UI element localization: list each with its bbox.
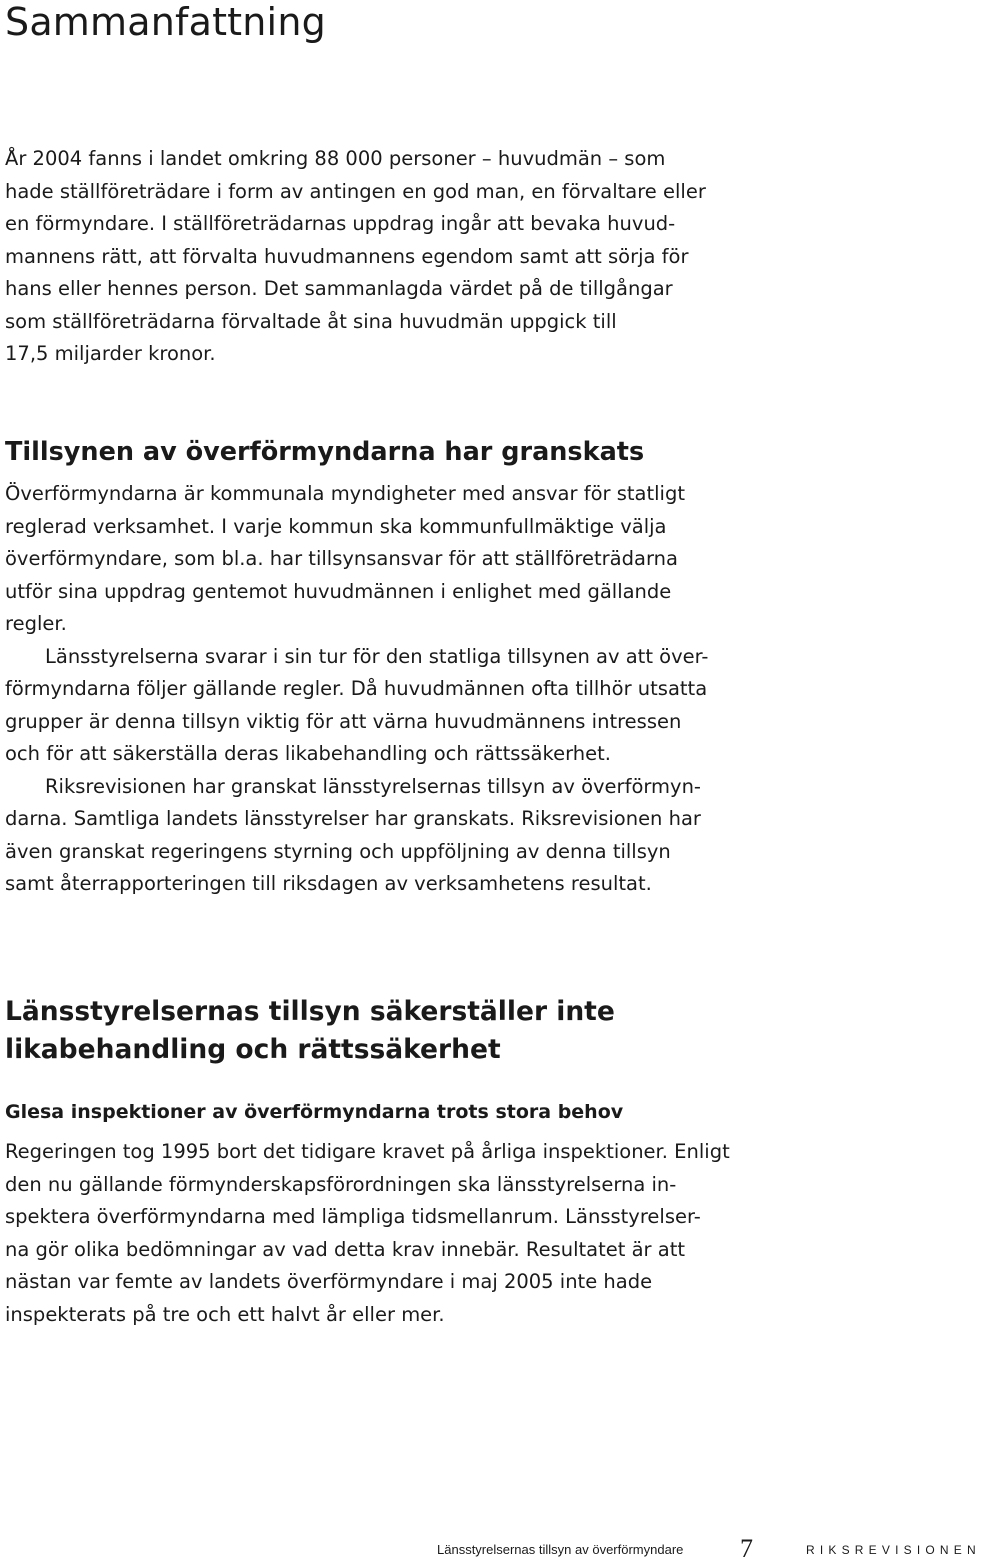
text-line: som ställföreträdarna förvaltade åt sina huvudmän uppgick till xyxy=(5,309,617,333)
text-line: grupper är denna tillsyn viktig för att värna huvudmännens intressen xyxy=(5,709,682,733)
text-line: överförmyndare, som bl.a. har tillsynsansvar för att ställföreträdarna xyxy=(5,547,678,570)
text-line: en förmyndare. I ställföreträdarnas uppdrag ingår att bevaka huvud- xyxy=(5,212,676,235)
text-line: År 2004 fanns i landet omkring 88 000 personer – huvudmän – som xyxy=(5,147,666,170)
text-line: Riksrevisionen har granskat länsstyrelsernas tillsyn av överförmyn- xyxy=(45,774,701,798)
text-line: hade ställföreträdare i form av antingen en god man, en förvaltare eller xyxy=(5,179,706,203)
intro-section xyxy=(5,143,740,371)
intro-paragraph xyxy=(5,143,740,371)
text-line: inspekterats på tre och ett halvt år eller mer. xyxy=(5,1302,445,1326)
text-line: darna. Samtliga landets länsstyrelser har granskats. Riksrevisionen har xyxy=(5,807,701,830)
page-footer xyxy=(0,1534,981,1563)
paragraph xyxy=(5,478,740,641)
riksrevisionen-logo: RIKSREVISIONEN xyxy=(806,1543,981,1557)
text-line: förmyndarna följer gällande regler. Då huvudmännen ofta tillhör utsatta xyxy=(5,677,708,700)
paragraph xyxy=(5,641,740,771)
text-line: samt återrapporteringen till riksdagen av verksamhetens resultat. xyxy=(5,872,652,895)
text-line: Länsstyrelserna svarar i sin tur för den statliga tillsynen av att över- xyxy=(45,644,709,668)
footer-document-title: Länsstyrelsernas tillsyn av överförmyndare xyxy=(437,1542,684,1557)
text-line: även granskat regeringens styrning och uppföljning av denna tillsyn xyxy=(5,839,671,863)
text-line: utför sina uppdrag gentemot huvudmännen i enlighet med gällande xyxy=(5,579,672,603)
text-line: reglerad verksamhet. I varje kommun ska kommunfullmäktige välja xyxy=(5,514,667,538)
text-line: 17,5 miljarder kronor. xyxy=(5,342,216,365)
section-heading: Tillsynen av överförmyndarna har granskats xyxy=(5,437,645,467)
text-line: nästan var femte av landets överförmyndare i maj 2005 inte hade xyxy=(5,1270,653,1293)
section-likabehandling xyxy=(5,993,740,1331)
paragraph xyxy=(5,1136,740,1331)
text-line: Regeringen tog 1995 bort det tidigare kravet på årliga inspektioner. Enligt xyxy=(5,1140,730,1163)
text-line: na gör olika bedömningar av vad detta krav innebär. Resultatet är att xyxy=(5,1237,685,1261)
page-title: Sammanfattning xyxy=(5,0,326,44)
heading-line: likabehandling och rättssäkerhet xyxy=(5,1034,501,1065)
paragraph xyxy=(5,771,740,901)
section-tillsyn xyxy=(5,436,740,901)
text-line: regler. xyxy=(5,612,67,635)
text-line: hans eller hennes person. Det sammanlagda värdet på de tillgångar xyxy=(5,277,673,300)
section-heading xyxy=(5,993,740,1069)
text-line: och för att säkerställa deras likabehandling och rättssäkerhet. xyxy=(5,742,611,765)
subheading: Glesa inspektioner av överförmyndarna trots stora behov xyxy=(5,1101,624,1123)
heading-line: Länsstyrelsernas tillsyn säkerställer inte xyxy=(5,996,615,1027)
text-line: mannens rätt, att förvalta huvudmannens egendom samt att sörja för xyxy=(5,244,689,268)
text-line: spektera överförmyndarna med lämpliga tidsmellanrum. Länsstyrelser- xyxy=(5,1205,701,1228)
text-line: Överförmyndarna är kommunala myndigheter med ansvar för statligt xyxy=(5,482,685,505)
text-line: den nu gällande förmynderskapsförordningen ska länsstyrelserna in- xyxy=(5,1172,677,1196)
page-number: 7 xyxy=(740,1534,753,1563)
